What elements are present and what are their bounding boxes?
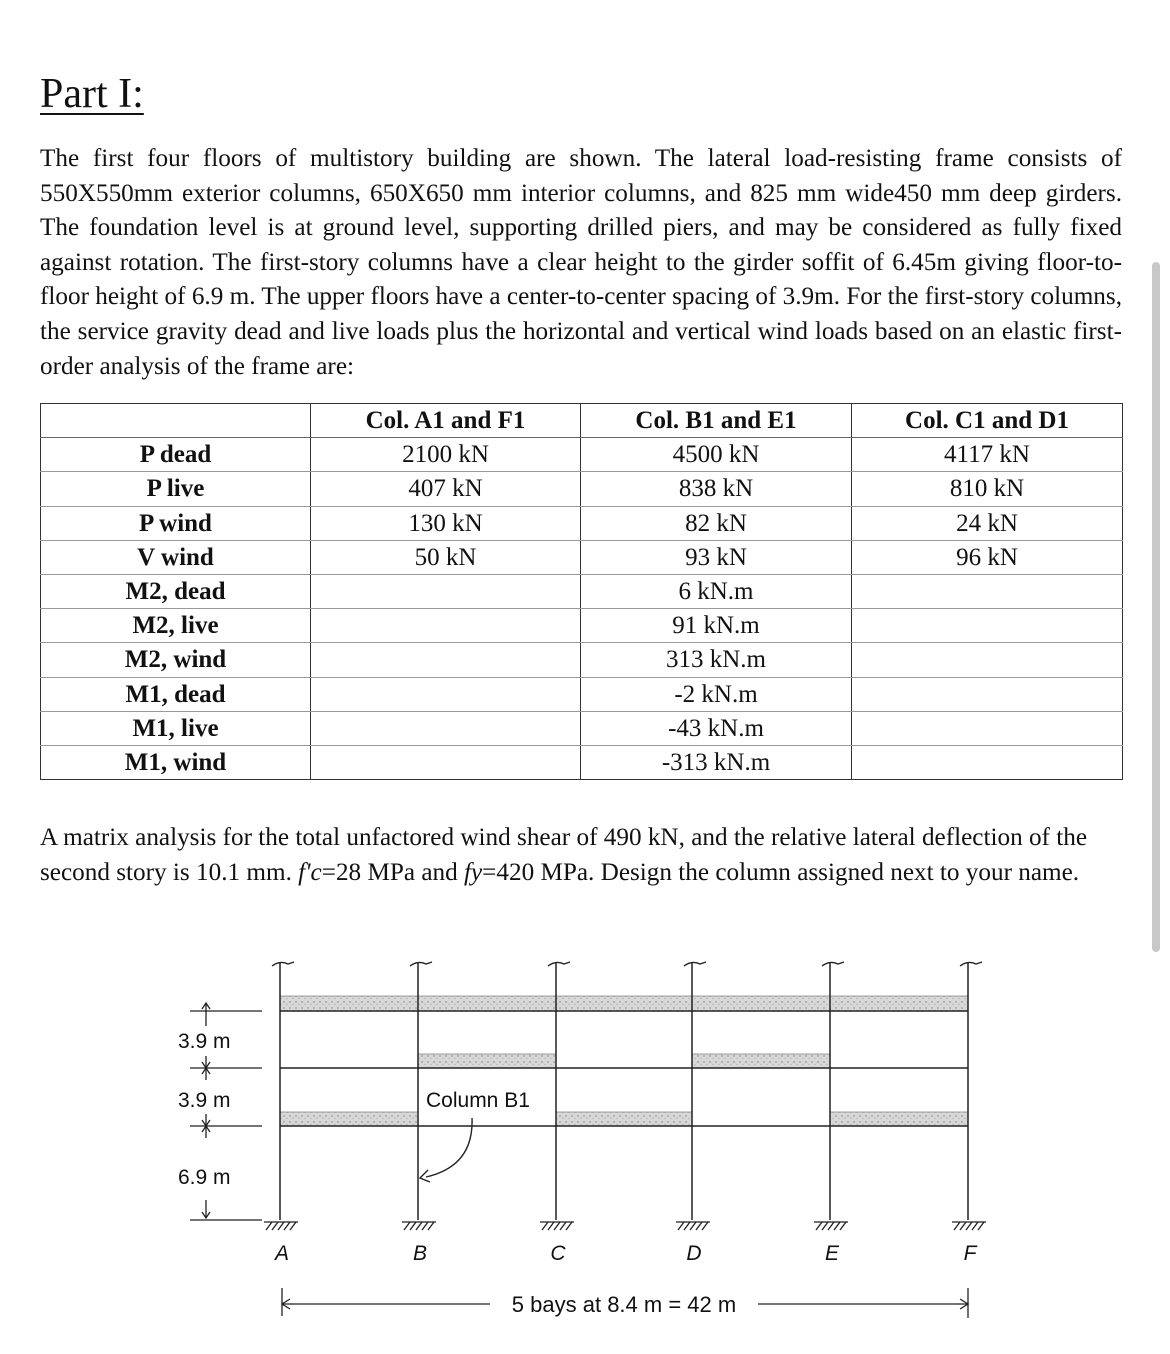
table-cell bbox=[311, 609, 581, 643]
intro-paragraph: The first four floors of multistory building are shown. The lateral load-resisting frame consists of 550X550mm exterior columns, 650X650 mm interior columns, and 825 mm wide450 mm deep girders. The foundation level is at ground level, supporting drilled piers, and may be considered as fully fixed against rotation. The first-story columns have a clear height to the girder soffit of 6.45m giving floor-to-floor height of 6.9 m. The upper floors have a center-to-center spacing of 3.9m. For the first-story columns, the service gravity dead and live loads plus the horizontal and vertical wind loads based on an elastic first-order analysis of the frame are: bbox=[40, 145, 1122, 380]
story-height-label: 3.9 m bbox=[178, 1030, 231, 1053]
girder bbox=[692, 1054, 830, 1068]
fc-value: =28 MPa and bbox=[321, 859, 458, 886]
story-height-label: 3.9 m bbox=[178, 1089, 231, 1112]
scrollbar[interactable] bbox=[1152, 262, 1160, 952]
table-cell: -2 kN.m bbox=[581, 677, 852, 711]
loads-table bbox=[40, 403, 1123, 780]
story-height-labels bbox=[178, 1030, 231, 1189]
design-paragraph bbox=[40, 820, 1122, 890]
column-b1-callout: Column B1 bbox=[426, 1089, 530, 1112]
table-cell bbox=[852, 643, 1123, 677]
story-height-label: 6.9 m bbox=[178, 1166, 231, 1189]
row-label: P wind bbox=[41, 506, 311, 540]
table-cell: 407 kN bbox=[311, 472, 581, 506]
table-cell bbox=[852, 575, 1123, 609]
table-cell: 96 kN bbox=[852, 540, 1123, 574]
table-cell: 82 kN bbox=[581, 506, 852, 540]
frame-elevation-figure bbox=[0, 940, 1170, 1354]
table-cell: 91 kN.m bbox=[581, 609, 852, 643]
table-cell: 4117 kN bbox=[852, 438, 1123, 472]
girders bbox=[280, 996, 968, 1126]
callout-leader bbox=[426, 1118, 472, 1177]
table-cell bbox=[852, 677, 1123, 711]
header-cell: Col. A1 and F1 bbox=[311, 404, 581, 438]
table-cell bbox=[311, 711, 581, 745]
design-text-part1: A matrix analysis for the total unfactored wind shear of 490 kN, and the relative lateral deflection of the second story is 10.1 mm. bbox=[40, 824, 1088, 886]
table-cell: -313 kN.m bbox=[581, 746, 852, 780]
table-cell bbox=[311, 575, 581, 609]
fc-symbol: f'c bbox=[298, 859, 322, 886]
header-cell bbox=[41, 404, 311, 438]
table-cell: 838 kN bbox=[581, 472, 852, 506]
girder bbox=[280, 996, 968, 1011]
girder bbox=[418, 1054, 556, 1068]
row-label: M2, live bbox=[41, 609, 311, 643]
table-cell: -43 kN.m bbox=[581, 711, 852, 745]
table-cell bbox=[311, 643, 581, 677]
column-label: F bbox=[963, 1242, 977, 1265]
table-cell: 24 kN bbox=[852, 506, 1123, 540]
table-cell: 810 kN bbox=[852, 472, 1123, 506]
table-row bbox=[41, 506, 1123, 540]
table-cell bbox=[852, 711, 1123, 745]
design-text-part2: =420 MPa. Design the column assigned next to your name. bbox=[482, 859, 1080, 886]
row-label: V wind bbox=[41, 540, 311, 574]
table-row bbox=[41, 677, 1123, 711]
table-row bbox=[41, 472, 1123, 506]
span-label: 5 bays at 8.4 m = 42 m bbox=[511, 1292, 737, 1317]
table-row bbox=[41, 575, 1123, 609]
table-cell: 50 kN bbox=[311, 540, 581, 574]
table-header-row bbox=[41, 404, 1123, 438]
table-cell: 6 kN.m bbox=[581, 575, 852, 609]
table-row bbox=[41, 540, 1123, 574]
column-tops bbox=[272, 962, 982, 966]
column-labels bbox=[273, 1242, 978, 1265]
fixed-supports bbox=[264, 1222, 986, 1230]
table-cell bbox=[852, 746, 1123, 780]
table-row bbox=[41, 711, 1123, 745]
column-label: E bbox=[824, 1242, 840, 1265]
row-label: M1, wind bbox=[41, 746, 311, 780]
table-cell: 4500 kN bbox=[581, 438, 852, 472]
column-label: B bbox=[412, 1242, 428, 1265]
header-cell: Col. B1 and E1 bbox=[581, 404, 852, 438]
row-label: M1, live bbox=[41, 711, 311, 745]
girder bbox=[280, 1112, 418, 1126]
table-row bbox=[41, 746, 1123, 780]
row-label: M2, dead bbox=[41, 575, 311, 609]
page-title: Part I: bbox=[40, 71, 144, 117]
table-cell bbox=[311, 677, 581, 711]
girder bbox=[556, 1112, 692, 1126]
table-cell: 130 kN bbox=[311, 506, 581, 540]
table-row bbox=[41, 438, 1123, 472]
row-label: M1, dead bbox=[41, 677, 311, 711]
table-cell: 93 kN bbox=[581, 540, 852, 574]
header-cell: Col. C1 and D1 bbox=[852, 404, 1123, 438]
column-label: D bbox=[686, 1242, 702, 1265]
table-cell bbox=[311, 746, 581, 780]
row-label: P dead bbox=[41, 438, 311, 472]
table-cell: 2100 kN bbox=[311, 438, 581, 472]
row-label: P live bbox=[41, 472, 311, 506]
table-cell bbox=[852, 609, 1123, 643]
table-cell: 313 kN.m bbox=[581, 643, 852, 677]
table-row bbox=[41, 643, 1123, 677]
row-label: M2, wind bbox=[41, 643, 311, 677]
fy-symbol: fy bbox=[463, 859, 483, 886]
column-label: A bbox=[274, 1242, 290, 1265]
table-row bbox=[41, 609, 1123, 643]
column-label: C bbox=[550, 1242, 566, 1265]
floor-lines bbox=[280, 1011, 968, 1126]
girder bbox=[830, 1112, 968, 1126]
